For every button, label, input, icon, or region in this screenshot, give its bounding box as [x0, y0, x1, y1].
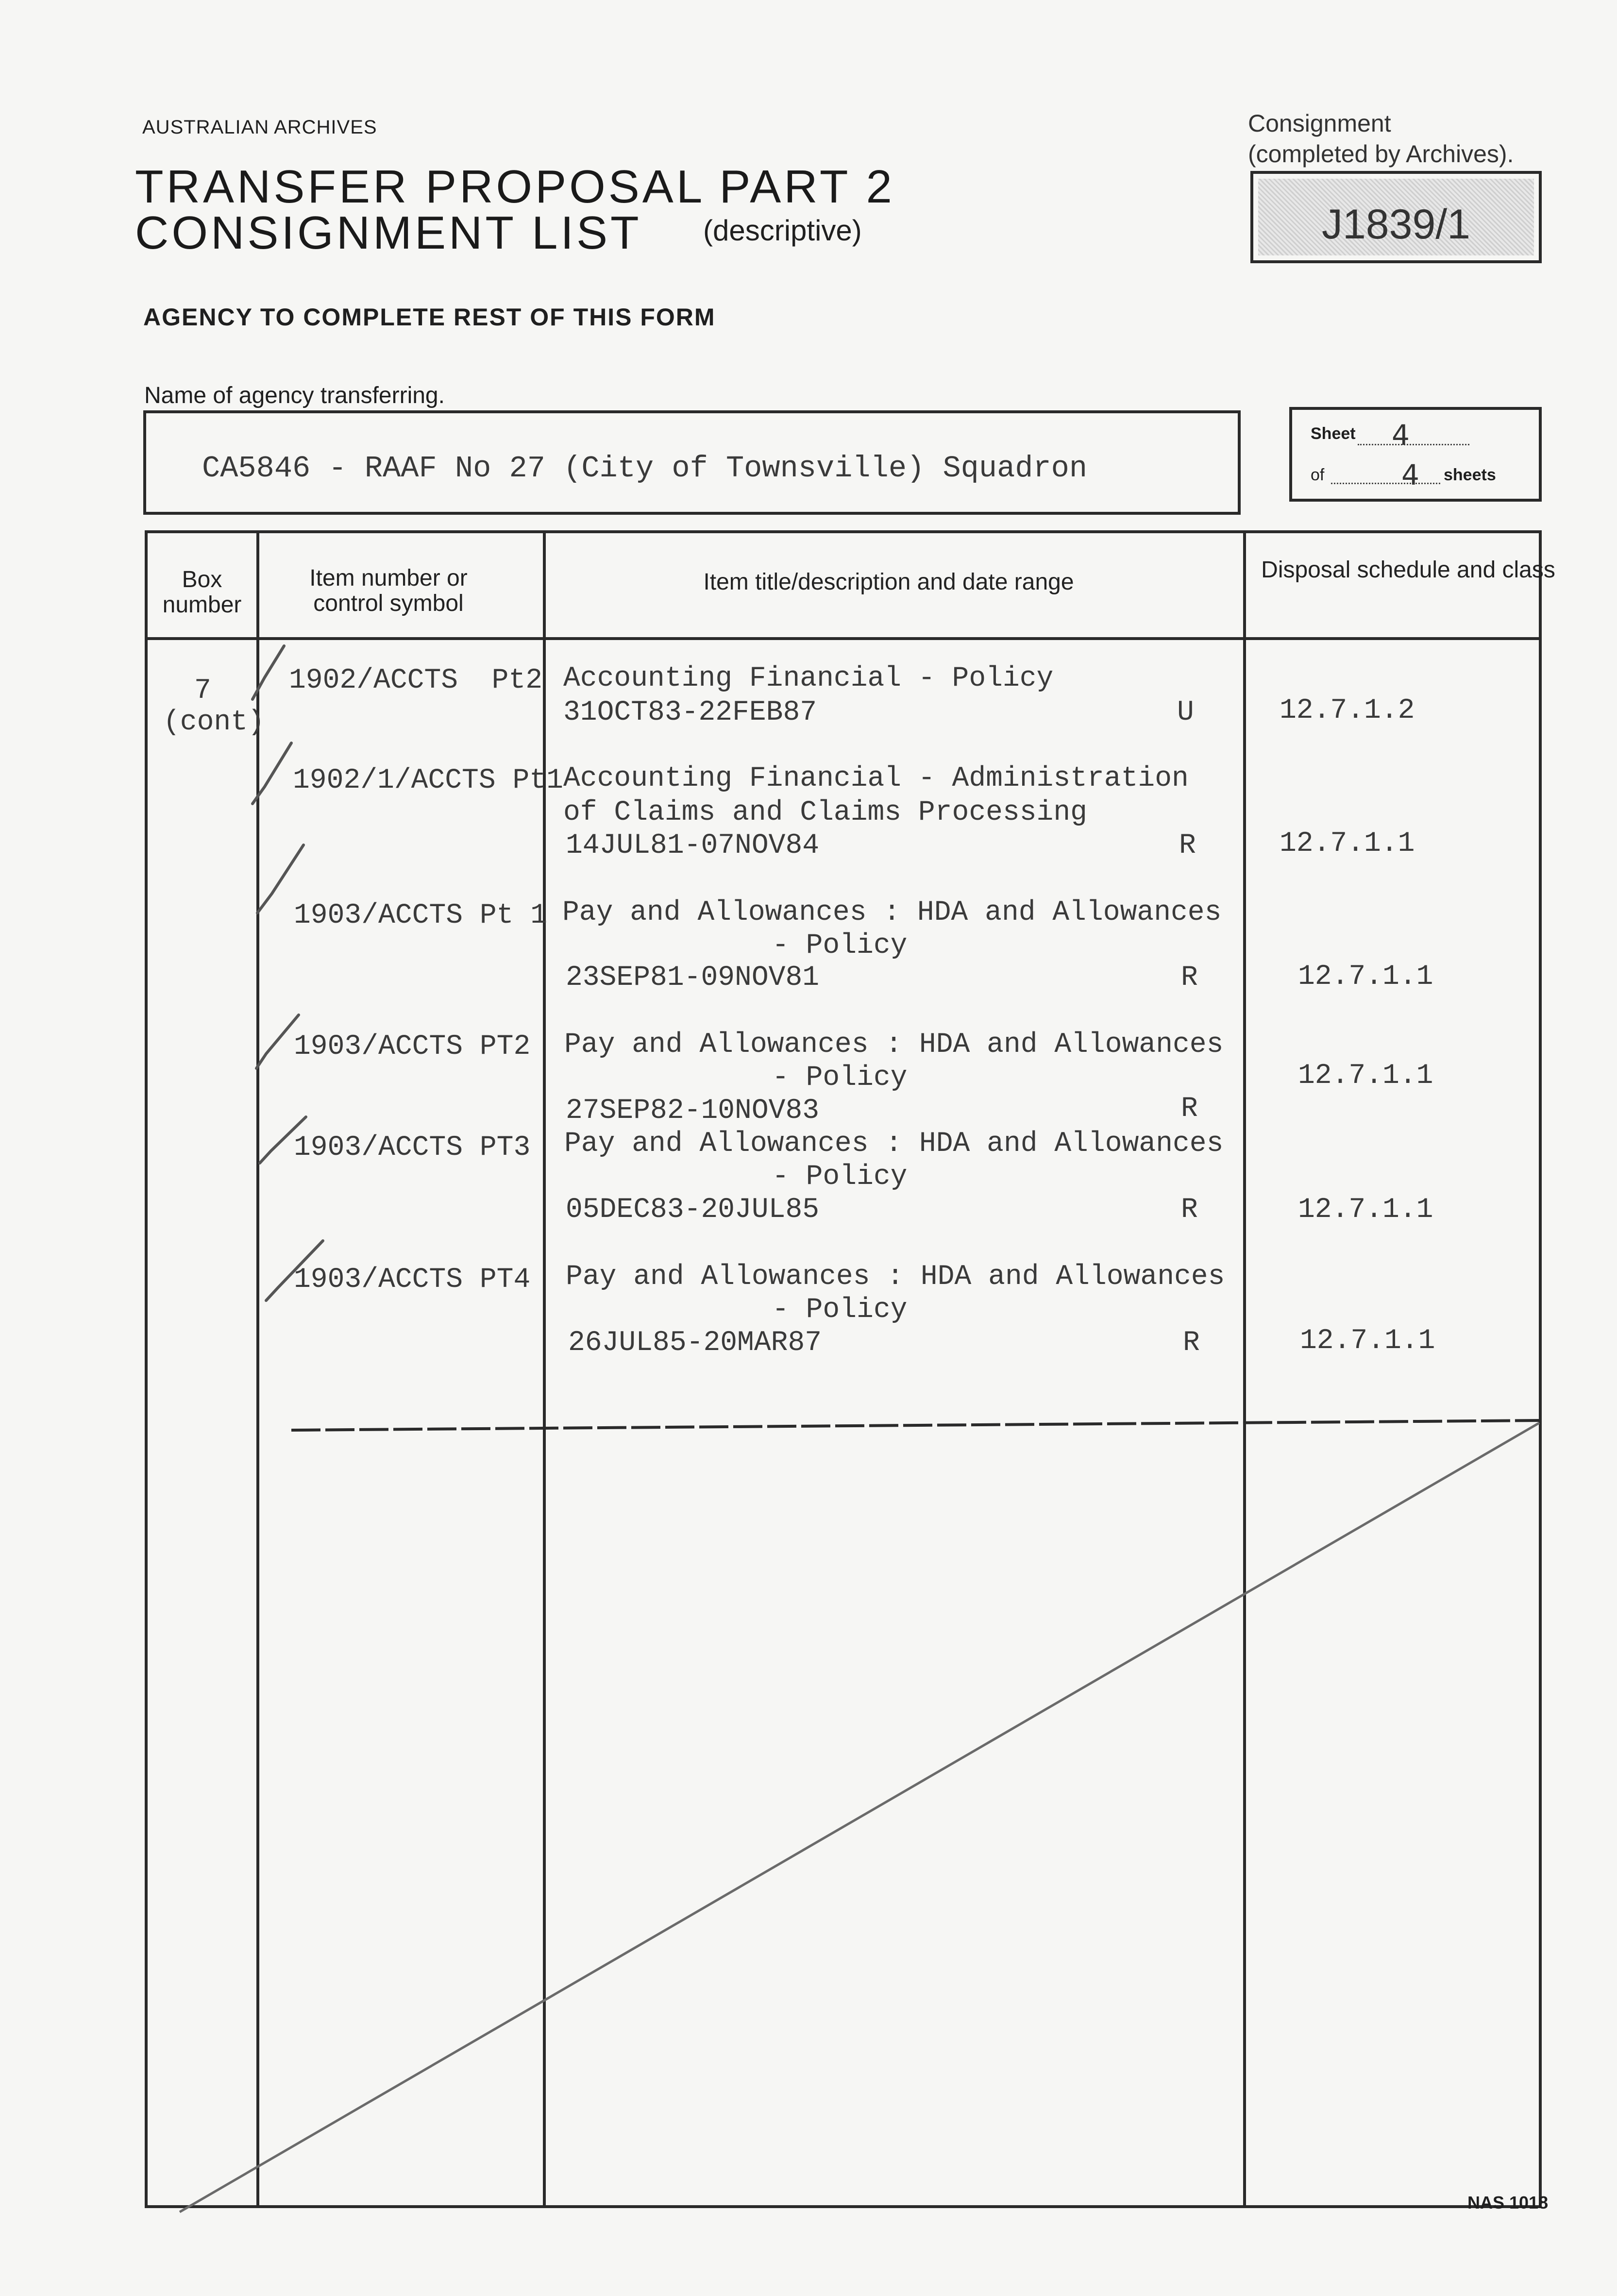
box-continued-note: (cont): [163, 707, 265, 738]
end-of-list-line: [291, 1420, 1542, 1430]
org-name: AUSTRALIAN ARCHIVES: [142, 117, 377, 138]
item-number: 1903/ACCTS PT2: [294, 1031, 531, 1063]
consignment-label: Consignment: [1248, 110, 1391, 137]
item-title-continued: of Claims and Claims Processing: [563, 797, 1087, 828]
item-title: Pay and Allowances : HDA and Allowances: [564, 1029, 1224, 1061]
item-date-range: 31OCT83-22FEB87: [563, 697, 817, 728]
item-title-continued: - Policy: [772, 930, 908, 962]
item-number: 1902/ACCTS Pt2: [289, 665, 543, 696]
of-label: of: [1311, 466, 1325, 484]
item-date-range: 05DEC83-20JUL85: [566, 1194, 820, 1226]
disposal-class: 12.7.1.1: [1298, 1194, 1433, 1226]
disposal-class: 12.7.1.1: [1298, 1060, 1433, 1092]
disposal-class: 12.7.1.1: [1298, 961, 1433, 993]
consignment-label-note: (completed by Archives).: [1248, 140, 1514, 168]
item-access-code: U: [1177, 697, 1194, 728]
item-access-code: R: [1183, 1327, 1200, 1359]
disposal-class: 12.7.1.1: [1280, 828, 1415, 860]
form-title-suffix: (descriptive): [703, 214, 862, 247]
disposal-class: 12.7.1.2: [1280, 695, 1415, 726]
col-header-box: Box number: [162, 567, 242, 618]
form-code: NAS 1018: [1467, 2193, 1549, 2212]
item-title: Pay and Allowances : HDA and Allowances: [564, 1128, 1224, 1160]
item-date-range: 27SEP82-10NOV83: [566, 1095, 820, 1127]
item-title-continued: - Policy: [772, 1161, 908, 1193]
box-number: 7: [194, 675, 211, 707]
consignment-number: J1839/1: [1321, 201, 1471, 248]
item-number: 1903/ACCTS Pt 1: [294, 900, 548, 931]
item-date-range: 26JUL85-20MAR87: [568, 1327, 822, 1359]
item-title-continued: - Policy: [772, 1294, 908, 1326]
sheets-label: sheets: [1444, 466, 1496, 484]
item-access-code: R: [1181, 1093, 1198, 1125]
item-access-code: R: [1179, 830, 1196, 861]
item-number: 1903/ACCTS PT3: [294, 1132, 531, 1164]
item-title-continued: - Policy: [772, 1062, 908, 1094]
check-mark-icon: [256, 1015, 299, 1068]
item-number: 1903/ACCTS PT4: [294, 1264, 531, 1296]
check-mark-icon: [266, 1241, 323, 1300]
agency-label: Name of agency transferring.: [144, 383, 445, 408]
form-title-line2: CONSIGNMENT LIST: [135, 207, 642, 259]
item-title: Accounting Financial - Policy: [563, 663, 1054, 694]
item-date-range: 23SEP81-09NOV81: [566, 962, 820, 994]
check-mark-icon: [257, 845, 303, 913]
check-mark-icon: [260, 1117, 306, 1163]
check-mark-icon: [253, 646, 284, 699]
item-access-code: R: [1181, 962, 1198, 994]
sheet-label: Sheet: [1311, 424, 1356, 443]
item-date-range: 14JUL81-07NOV84: [566, 830, 820, 861]
disposal-class: 12.7.1.1: [1300, 1325, 1435, 1357]
sheet-number: 4: [1392, 419, 1410, 452]
cancellation-diagonal: [180, 1423, 1539, 2212]
item-title: Pay and Allowances : HDA and Allowances: [566, 1261, 1225, 1293]
item-title: Pay and Allowances : HDA and Allowances: [562, 897, 1222, 929]
col-header-title: Item title/description and date range: [703, 569, 1074, 595]
col-header-disposal: Disposal schedule and class: [1261, 557, 1555, 583]
item-access-code: R: [1181, 1194, 1198, 1226]
check-mark-icon: [253, 743, 291, 804]
item-title: Accounting Financial - Administration: [563, 763, 1189, 794]
agency-instruction: AGENCY TO COMPLETE REST OF THIS FORM: [143, 304, 716, 331]
of-number: 4: [1401, 458, 1419, 491]
form-title-line1: TRANSFER PROPOSAL PART 2: [135, 161, 895, 213]
item-number: 1902/1/ACCTS Pt1: [293, 765, 563, 796]
col-header-item: Item number or control symbol: [309, 565, 468, 616]
agency-name: CA5846 - RAAF No 27 (City of Townsville) Squadron: [202, 451, 1088, 486]
